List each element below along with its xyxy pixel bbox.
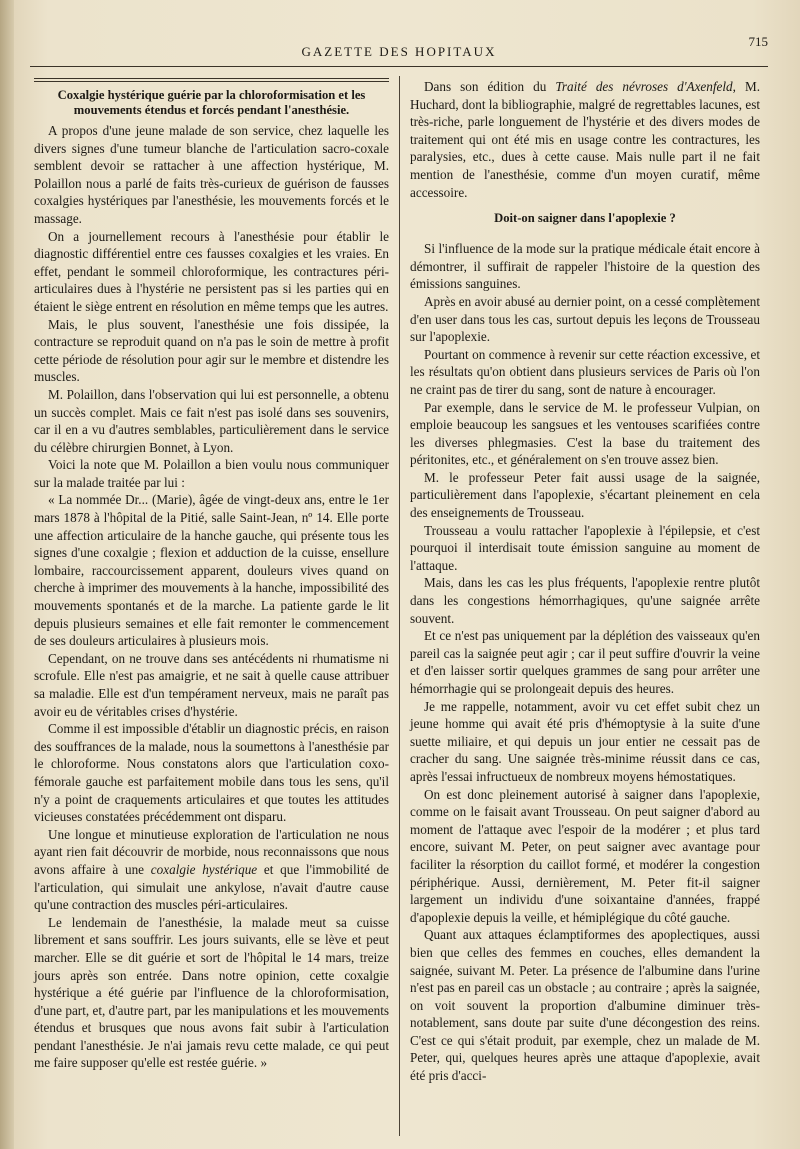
paragraph: Cependant, on ne trouve dans ses antécédents ni rhumatisme ni scrofule. Elle n'est pas amaigrie, et ne sait à quelle cause attribuer sa maladie. Elle est d'un tempérament nerveux, mais ne paraît pas avoir eu de véritables crises d'hystérie. <box>34 650 389 719</box>
paragraph: Comme il est impossible d'établir un diagnostic précis, en raison des souffrances de la malade, nous la soumettons à l'anesthésie par le chloroforme. Nous constatons alors que l'articulation coxo-fémorale gauche est parfaitement mobile dans tous les sens, qu'il n'y a point de craquements articulaires et que toutes les attitudes vicieuses constatées précédemment ont disparu. <box>34 721 389 825</box>
paragraph: Pourtant on commence à revenir sur cette réaction excessive, et les résultats qu'on obtient dans plusieurs services de Paris où l'on ne craint pas de tirer du sang, sont de nature à encourager. <box>410 346 760 397</box>
paragraph-text: et que l'immobilité de l'articulation, qui simulait une ankylose, n'avait d'autre cause qu'une contraction des muscles péri-articulaires. <box>34 861 390 913</box>
paragraph: Après en avoir abusé au dernier point, on a cessé complètement d'en user dans tous les cas, surtout depuis les leçons de Trousseau sur l'apoplexie. <box>410 293 760 345</box>
paragraph-text: Une longue et minutieuse exploration de l'articulation ne nous ayant rien fait découvrir de morbide, nous reconnaissons que nous avons affaire à une <box>34 826 389 877</box>
italic-term: coxalgie hystérique <box>150 861 258 877</box>
paragraph: Quant aux attaques éclamptiformes des apoplectiques, aussi bien que celles des femmes en couches, elles demandent la saignée, suivant M. Peter. La présence de l'albumine dans l'urine n'est pas en pareil cas un obstacle ; au contraire ; après la saignée, on voit souvent la proportion d'albumine diminuer très-notablement, sans doute par suite d'une décongestion des reins. C'est ce qui s'était produit, par exemple, chez un malade de M. Peter, qui, quelques heures après une attaque d'apoplexie, avait été pris d'acci- <box>410 927 760 1084</box>
paragraph: On est donc pleinement autorisé à saigner dans l'apoplexie, comme on le faisait avant Trousseau. On peut saigner d'abord au moment de l'attaque avec l'espoir de la modérer ; et plus tard encore, suivant M. Peter, on peut saigner avec avantage pour faciliter la résorption du caillot formé, et modérer la congestion périphérique. Aussi, dernièrement, M. Peter fit-il saigner largement un individu d'une soixantaine d'années, frappé d'apoplexie depuis la veille, et hémiplégique du côté gauche. <box>410 786 760 925</box>
paragraph <box>34 826 389 914</box>
paragraph <box>410 78 760 201</box>
paragraph: Par exemple, dans le service de M. le professeur Vulpian, on emploie beaucoup les sangsues et les ventouses scarifiées contre les diverses phlegmasies. C'est la base du traitement des péritonites, etc., et généralement on s'en trouve assez bien. <box>410 399 760 468</box>
paragraph-text: , M. Huchard, dont la bibliographie, malgré de regrettables lacunes, est très-riche, parle longuement de l'hystérie et des divers modes de traitement qui ont été mis en usage contre les contractures, les paralysies, etc., dues à cette cause. Mais nulle part il ne fait mention de l'anesthésie, comme d'un moyen curatif, même accessoire. <box>410 79 760 200</box>
section-rule <box>34 78 389 82</box>
page-number: 715 <box>748 34 768 49</box>
paragraph-text: Dans son édition du <box>424 79 547 94</box>
paragraph: Mais, le plus souvent, l'anesthésie une fois dissipée, la contracture se reproduit quand on n'a pas le soin de mettre à profit cette période de résolution pour agir sur le membre et distendre les muscles. <box>34 316 389 385</box>
header-rule <box>30 66 768 67</box>
page-header <box>30 34 768 64</box>
article-title-apoplexie: Doit-on saigner dans l'apoplexie ? <box>494 211 676 226</box>
paragraph: Trousseau a voulu rattacher l'apoplexie à l'épilepsie, et c'est pourquoi il interdisait toute émission sanguine au moment de l'attaque. <box>410 522 760 573</box>
left-column <box>34 78 389 1072</box>
right-column <box>410 78 760 1085</box>
paragraph: Si l'influence de la mode sur la pratique médicale était encore à démontrer, il suffirait de rappeler l'histoire de la question des émissions sanguines. <box>410 241 760 292</box>
book-title: Traité des névroses d'Axenfeld <box>555 79 733 94</box>
paragraph: M. Polaillon, dans l'observation qui lui est personnelle, a obtenu un succès complet. Mais ce fait n'est pas isolé dans ses souvenirs, car il en a vu d'autres semblables, particulièrement dans le service du célèbre chirurgien Bonnet, à Lyon. <box>34 386 389 455</box>
paragraph: On a journellement recours à l'anesthésie pour établir le diagnostic différentiel entre ces fausses coxalgies et les vraies. En effet, pendant le sommeil chloroformique, les contractures péri-articulaires dues à l'hystérie ne persistent pas si les parties qui en étaient le siège entrent en résolution en même temps que les autres. <box>34 228 389 314</box>
column-divider <box>399 76 400 1136</box>
paragraph: Je me rappelle, notamment, avoir vu cet effet subit chez un jeune homme qui avait été pris d'hémoptysie à la suite d'une suette miliaire, et qui depuis un jour entier ne cessait pas de cracher du sang. Une saignée très-minime réussit dans ce cas, après l'essai infructueux de nombreux moyens hémostatiques. <box>410 698 760 784</box>
journal-title: GAZETTE DES HOPITAUX <box>301 44 497 59</box>
paragraph: A propos d'une jeune malade de son service, chez laquelle les divers signes d'une tumeur blanche de l'articulation sacro-coxale semblent devoir se rattacher à une affection hystérique, M. Polaillon nous a parlé de faits très-curieux de guérison de fausses coxalgies hystériques par l'anesthésie, les mouvements forcés et le massage. <box>34 123 389 226</box>
paragraph: Mais, dans les cas les plus fréquents, l'apoplexie rentre plutôt dans les congestions hémorrhagiques, qu'une saignée arrête souvent. <box>410 575 760 626</box>
article-title-coxalgie: Coxalgie hystérique guérie par la chloroformisation et les mouvements étendus et forcés pendant l'anesthésie. <box>57 88 366 117</box>
page-binding-edge <box>0 0 14 1149</box>
paragraph: M. le professeur Peter fait aussi usage de la saignée, particulièrement dans l'apoplexie, s'écartant pleinement en cela des enseignements de Trousseau. <box>410 469 760 521</box>
case-note-paragraph: « La nommée Dr... (Marie), âgée de vingt-deux ans, entre le 1er mars 1878 à l'hôpital de la Pitié, salle Saint-Jean, nº 14. Elle porte une affection articulaire de la hanche gauche, qui présente tous les signes d'une coxalgie ; flexion et adduction de la cuisse, ensellure lombaire, raccourcissement apparent, douleurs vives quand on cherche à imprimer des mouvements à la hanche, impossibilité des mouvements spontanés et de la marche. La patiente garde le lit depuis plusieurs semaines et elle fait remonter le commencement de ses douleurs articulaires à plusieurs mois. <box>34 492 389 649</box>
paragraph: Le lendemain de l'anesthésie, la malade meut sa cuisse librement et sans souffrir. Les jours suivants, elle se lève et peut marcher. Elle se dit guérie et sort de l'hôpital le 14 mars, treize jours après son entrée. Dans notre opinion, cette coxalgie hystérique a été guérie par l'influence de la chloroformisation, d'une part, et, d'autre part, par les manipulations et les mouvements étendus et brusques que nous avons fait subir à l'articulation pendant l'anesthésie. Je n'ai jamais revu cette malade, ce qui peut me faire supposer qu'elle est restée guérie. » <box>34 914 389 1071</box>
paragraph: Et ce n'est pas uniquement par la déplétion des vaisseaux qu'en pareil cas la saignée peut agir ; car il peut suffire d'ouvrir la veine et d'en laisser sortir quelques grammes de sang pour arrêter une hémorrhagie qui se prolongeait depuis des heures. <box>410 628 760 696</box>
paragraph: Voici la note que M. Polaillon a bien voulu nous communiquer sur la malade traitée par lui : <box>34 457 389 490</box>
